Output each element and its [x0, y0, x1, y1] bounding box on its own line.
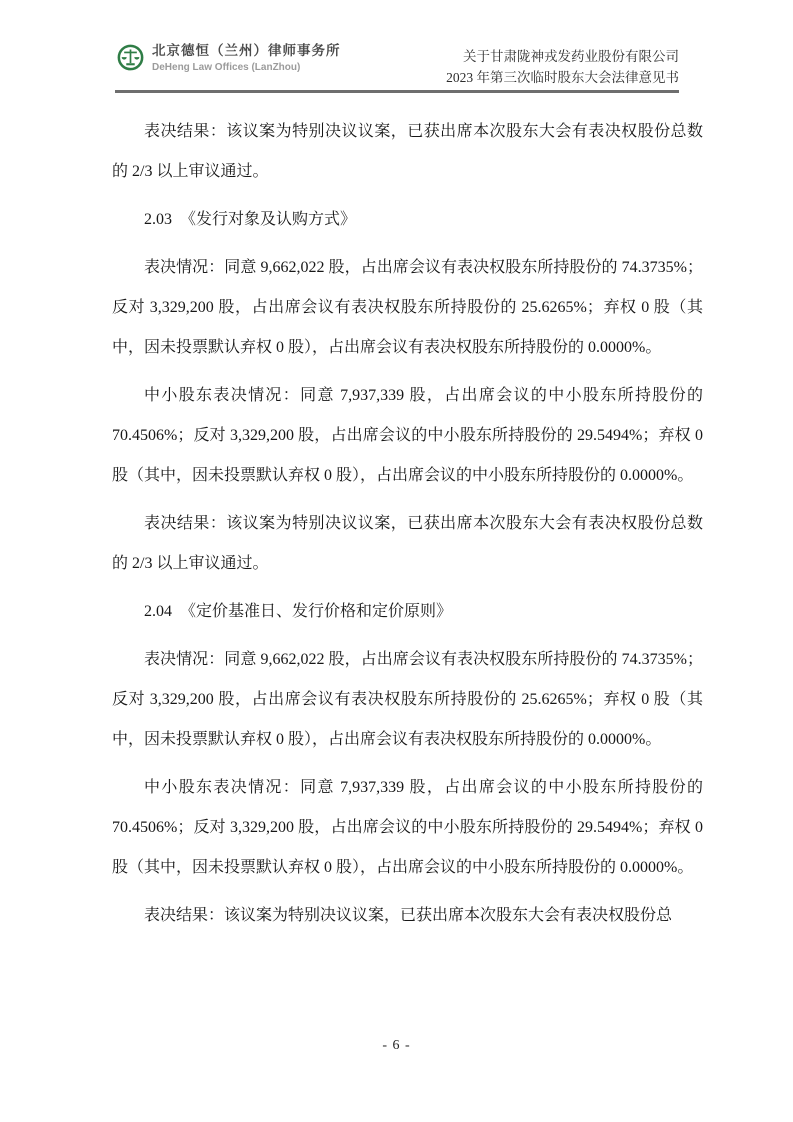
firm-name-block — [152, 43, 341, 74]
body-paragraph: 表决情况：同意 9,662,022 股，占出席会议有表决权股东所持股份的 74.3735%；反对 3,329,200 股，占出席会议有表决权股东所持股份的 25.6265%；弃权 0 股（其中，因未投票默认弃权 0 股），占出席会议有表决权股东所持股份的 0.0000%。 — [112, 651, 703, 748]
body-paragraph: 表决结果：该议案为特别决议议案，已获出席本次股东大会有表决权股份总数的 2/3 以上审议通过。 — [112, 515, 703, 572]
page-number: - 6 - — [382, 1038, 411, 1053]
body-paragraph: 表决结果：该议案为特别决议议案，已获出席本次股东大会有表决权股份总数的 2/3 以上审议通过。 — [112, 123, 703, 180]
doc-title-line2: 2023 年第三次临时股东大会法律意见书 — [446, 70, 679, 85]
doc-title-line1: 关于甘肃陇神戎发药业股份有限公司 — [463, 49, 679, 64]
body-paragraph: 中小股东表决情况：同意 7,937,339 股，占出席会议的中小股东所持股份的 70.4506%；反对 3,329,200 股，占出席会议的中小股东所持股份的 29.5494%；弃权 0 股（其中，因未投票默认弃权 0 股），占出席会议的中小股东所持股份的 0.0000%。 — [112, 387, 703, 484]
section-heading: 2.03 《发行对象及认购方式》 — [144, 211, 357, 228]
firm-name-en: DeHeng Law Offices (LanZhou) — [152, 62, 301, 73]
body-paragraph-truncated: 表决结果：该议案为特别决议议案，已获出席本次股东大会有表决权股份总 — [144, 907, 673, 924]
header-divider-rule — [115, 90, 679, 93]
header-doc-title — [446, 46, 679, 88]
header-firm-block — [117, 43, 341, 74]
document-body — [112, 112, 703, 944]
body-paragraph: 表决情况：同意 9,662,022 股，占出席会议有表决权股东所持股份的 74.3735%；反对 3,329,200 股，占出席会议有表决权股东所持股份的 25.6265%；弃权 0 股（其中，因未投票默认弃权 0 股），占出席会议有表决权股东所持股份的 0.0000%。 — [112, 259, 703, 356]
body-paragraph: 中小股东表决情况：同意 7,937,339 股，占出席会议的中小股东所持股份的 70.4506%；反对 3,329,200 股，占出席会议的中小股东所持股份的 29.5494%；弃权 0 股（其中，因未投票默认弃权 0 股），占出席会议的中小股东所持股份的 0.0000%。 — [112, 779, 703, 876]
firm-name-cn: 北京德恒（兰州）律师事务所 — [152, 43, 341, 58]
deheng-emblem-icon — [117, 44, 144, 71]
section-heading: 2.04 《定价基准日、发行价格和定价原则》 — [144, 603, 453, 620]
